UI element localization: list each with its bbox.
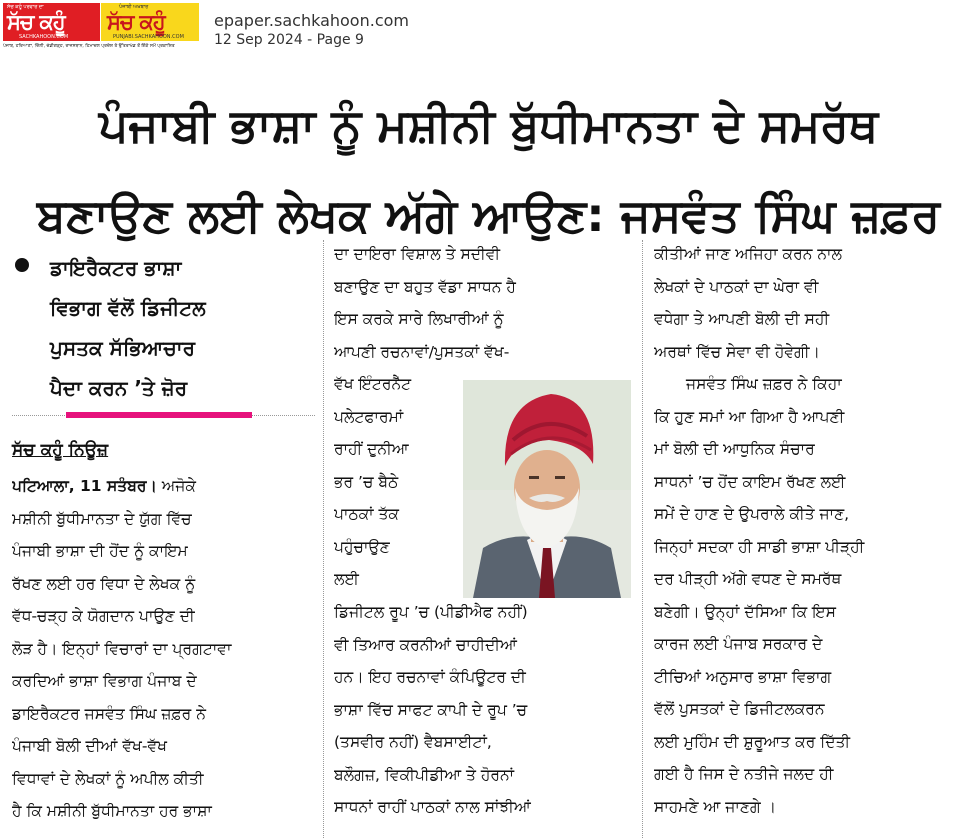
punjabi-sachkahoon-logo bbox=[101, 3, 199, 41]
highlight-line: ਪੁਸਤਕ ਸੱਭਿਆਚਾਰ bbox=[50, 336, 196, 360]
source-date: 12 Sep 2024 - Page 9 bbox=[214, 32, 364, 48]
column-divider bbox=[642, 240, 643, 838]
text-line: ਦਰ ਪੀੜ੍ਹੀ ਅੱਗੇ ਵਧਣ ਦੇ ਸਮਰੱਥ bbox=[654, 570, 842, 588]
highlight-underline bbox=[66, 412, 252, 418]
text-fragment: ਅਜੋਕੇ bbox=[161, 477, 196, 495]
article-column-2-bottom bbox=[334, 596, 634, 824]
article-highlight bbox=[50, 248, 320, 408]
text-line: ਆਪਣੀ ਰਚਨਾਵਾਂ/ਪੁਸਤਕਾਂ ਵੱਖ- bbox=[334, 342, 510, 361]
text-line: ਸਾਧਨਾਂ ਰਾਹੀਂ ਪਾਠਕਾਂ ਨਾਲ ਸਾਂਝੀਆਂ bbox=[334, 798, 531, 816]
column-divider bbox=[323, 240, 324, 838]
logo-tagline: ਸੱਚ ਕਹੂੰ ਪਰਵਾਰ ਦਾ bbox=[7, 4, 44, 10]
logo-subline: ਪੰਜਾਬ, ਹਰਿਆਣਾ, ਦਿੱਲੀ, ਚੰਡੀਗੜ੍ਹ, ਰਾਜਸਥਾਨ, ਹਿਮਾਚਲ ਪ੍ਰਦੇਸ਼ ਤੇ ਉੱਤਰਾਖੰਡ ਤੋਂ ਇੱਕੋ ਸਮੇਂ ਪ੍ਰਕਾਸ਼ਿਤ bbox=[3, 44, 175, 49]
portrait-image bbox=[463, 380, 631, 598]
logo-name: ਸੱਚ ਕਹੂੰ bbox=[7, 10, 65, 34]
text-line: ਲਈ bbox=[334, 570, 359, 588]
bullet-icon bbox=[15, 258, 29, 272]
text-line: ਕਰਦਿਆਂ ਭਾਸ਼ਾ ਵਿਭਾਗ ਪੰਜਾਬ ਦੇ bbox=[12, 672, 197, 690]
text-line: ਅਰਥਾਂ ਵਿੱਚ ਸੇਵਾ ਵੀ ਹੋਵੇਗੀ। bbox=[654, 342, 820, 361]
text-line: ਇਸ ਕਰਕੇ ਸਾਰੇ ਲਿਖਾਰੀਆਂ ਨੂੰ bbox=[334, 310, 504, 328]
text-line: ਗਈ ਹੈ ਜਿਸ ਦੇ ਨਤੀਜੇ ਜਲਦ ਹੀ bbox=[654, 765, 834, 783]
byline: ਸੱਚ ਕਹੂੰ ਨਿਊਜ਼ bbox=[12, 440, 109, 460]
text-line: ਲੇਖਕਾਂ ਦੇ ਪਾਠਕਾਂ ਦਾ ਘੇਰਾ ਵੀ bbox=[654, 277, 819, 296]
text-line: ਦਾ ਦਾਇਰਾ ਵਿਸ਼ਾਲ ਤੇ ਸਦੀਵੀ bbox=[334, 245, 501, 263]
text-line: ਮਸ਼ੀਨੀ ਬੁੱਧੀਮਾਨਤਾ ਦੇ ਯੁੱਗ ਵਿੱਚ bbox=[12, 509, 192, 528]
portrait-photo bbox=[463, 380, 631, 598]
logo-name: ਸੱਚ ਕਹੂੰ bbox=[107, 10, 165, 34]
text-line: ਪਲੇਟਫਾਰਮਾਂ bbox=[334, 407, 404, 426]
text-line: ਜਸਵੰਤ ਸਿੰਘ ਜ਼ਫ਼ਰ ਨੇ ਕਿਹਾ bbox=[686, 375, 842, 393]
article-column-1 bbox=[12, 470, 317, 828]
source-site[interactable]: epaper.sachkahoon.com bbox=[214, 11, 409, 30]
highlight-line: ਪੈਦਾ ਕਰਨ ’ਤੇ ਜ਼ੋਰ bbox=[50, 376, 188, 400]
text-line: ਵੱਖ ਇੰਟਰਨੈੱਟ bbox=[334, 375, 412, 393]
logo-site: PUNJABI.SACHKAHOON.COM bbox=[113, 34, 184, 40]
text-line: ਬਲੌਗਜ਼, ਵਿਕੀਪੀਡੀਆ ਤੇ ਹੋਰਨਾਂ bbox=[334, 765, 515, 784]
text-line: ਕਾਰਜ ਲਈ ਪੰਜਾਬ ਸਰਕਾਰ ਦੇ bbox=[654, 635, 823, 653]
logo-tagline: ਪੰਜਾਬੀ ਅਖ਼ਬਾਰ bbox=[119, 4, 149, 10]
headline-line-2: ਬਣਾਉਣ ਲਈ ਲੇਖਕ ਅੱਗੇ ਆਉਣ: ਜਸਵੰਤ ਸਿੰਘ ਜ਼ਫ਼ਰ bbox=[36, 188, 941, 242]
text-line: ਰਾਹੀਂ ਦੁਨੀਆ bbox=[334, 440, 409, 458]
text-line: ਕੀਤੀਆਂ ਜਾਣ ਅਜਿਹਾ ਕਰਨ ਨਾਲ bbox=[654, 245, 842, 263]
text-line: (ਤਸਵੀਰ ਨਹੀਂ) ਵੈਬਸਾਈਟਾਂ, bbox=[334, 733, 492, 751]
text-line: ਪੰਜਾਬੀ ਬੋਲੀ ਦੀਆਂ ਵੱਖ-ਵੱਖ bbox=[12, 737, 167, 755]
text-line: ਕਿ ਹੁਣ ਸਮਾਂ ਆ ਗਿਆ ਹੈ ਆਪਣੀ bbox=[654, 407, 845, 426]
text-line: ਸਾਧਨਾਂ ’ਚ ਹੋਂਦ ਕਾਇਮ ਰੱਖਣ ਲਈ bbox=[654, 472, 846, 491]
text-line: ਭਰ ’ਚ ਬੈਠੇ bbox=[334, 472, 399, 491]
text-line: ਵਿਧਾਵਾਂ ਦੇ ਲੇਖਕਾਂ ਨੂੰ ਅਪੀਲ ਕੀਤੀ bbox=[12, 769, 204, 788]
text-line: ਰੱਖਣ ਲਈ ਹਰ ਵਿਧਾ ਦੇ ਲੇਖਕ ਨੂੰ bbox=[12, 574, 196, 593]
text-line: ਪਹੁੰਚਾਉਣ bbox=[334, 537, 390, 556]
article-column-2-wrap bbox=[334, 368, 460, 596]
dateline: ਪਟਿਆਲਾ, 11 ਸਤੰਬਰ। bbox=[12, 477, 157, 495]
text-line: ਲਈ ਮੁਹਿੰਮ ਦੀ ਸ਼ੁਰੂਆਤ ਕਰ ਦਿੱਤੀ bbox=[654, 732, 851, 751]
highlight-line: ਵਿਭਾਗ ਵੱਲੋਂ ਡਿਜੀਟਲ bbox=[50, 296, 206, 320]
text-line: ਭਾਸ਼ਾ ਵਿੱਚ ਸਾਫਟ ਕਾਪੀ ਦੇ ਰੂਪ ’ਚ bbox=[334, 700, 528, 719]
article-headline bbox=[0, 80, 977, 260]
logo-site: SACHKAHOON.COM bbox=[19, 34, 69, 40]
article-column-3 bbox=[654, 238, 964, 823]
text-line: ਹੈ ਕਿ ਮਸ਼ੀਨੀ ਬੁੱਧੀਮਾਨਤਾ ਹਰ ਭਾਸ਼ਾ bbox=[12, 802, 212, 820]
text-line: ਬਣਾਉਣ ਦਾ ਬਹੁਤ ਵੱਡਾ ਸਾਧਨ ਹੈ bbox=[334, 277, 516, 296]
text-line: ਵੱਲੋਂ ਪੁਸਤਕਾਂ ਦੇ ਡਿਜੀਟਲਕਰਨ bbox=[654, 700, 825, 718]
text-line: ਜਿਨ੍ਹਾਂ ਸਦਕਾ ਹੀ ਸਾਡੀ ਭਾਸ਼ਾ ਪੀੜ੍ਹੀ bbox=[654, 537, 865, 556]
text-line: ਲੋੜ ਹੈ। ਇਨ੍ਹਾਂ ਵਿਚਾਰਾਂ ਦਾ ਪ੍ਰਗਟਾਵਾ bbox=[12, 639, 232, 658]
highlight-line: ਡਾਇਰੈਕਟਰ ਭਾਸ਼ਾ bbox=[50, 256, 182, 280]
text-line: ਬਣੇਗੀ। ਉਨ੍ਹਾਂ ਦੱਸਿਆ ਕਿ ਇਸ bbox=[654, 602, 836, 621]
text-line: ਵੱਧ-ਚੜ੍ਹ ਕੇ ਯੋਗਦਾਨ ਪਾਉਣ ਦੀ bbox=[12, 607, 195, 625]
sachkahoon-logo bbox=[3, 3, 100, 41]
text-line: ਸਾਹਮਣੇ ਆ ਜਾਣਗੇ । bbox=[654, 797, 777, 816]
text-line bbox=[12, 470, 317, 503]
text-line: ਪੰਜਾਬੀ ਭਾਸ਼ਾ ਦੀ ਹੋਂਦ ਨੂੰ ਕਾਇਮ bbox=[12, 542, 188, 560]
masthead-logo[interactable] bbox=[0, 0, 203, 52]
text-line: ਮਾਂ ਬੋਲੀ ਦੀ ਆਧੁਨਿਕ ਸੰਚਾਰ bbox=[654, 440, 815, 458]
text-line: ਟੀਚਿਆਂ ਅਨੁਸਾਰ ਭਾਸ਼ਾ ਵਿਭਾਗ bbox=[654, 667, 832, 686]
epaper-header bbox=[0, 0, 977, 52]
text-line: ਸਮੇਂ ਦੇ ਹਾਣ ਦੇ ਉਪਰਾਲੇ ਕੀਤੇ ਜਾਣ, bbox=[654, 505, 850, 523]
text-line: ਵੀ ਤਿਆਰ ਕਰਨੀਆਂ ਚਾਹੀਦੀਆਂ bbox=[334, 635, 517, 654]
text-line: ਵਧੇਗਾ ਤੇ ਆਪਣੀ ਬੋਲੀ ਦੀ ਸਹੀ bbox=[654, 310, 830, 328]
text-line: ਡਿਜੀਟਲ ਰੂਪ ’ਚ (ਪੀਡੀਐਫ ਨਹੀਂ) bbox=[334, 603, 528, 621]
text-line: ਪਾਠਕਾਂ ਤੱਕ bbox=[334, 505, 399, 523]
text-line: ਹਨ। ਇਹ ਰਚਨਾਵਾਂ ਕੰਪਿਊਟਰ ਦੀ bbox=[334, 668, 526, 686]
text-line: ਡਾਇਰੈਕਟਰ ਜਸਵੰਤ ਸਿੰਘ ਜ਼ਫ਼ਰ ਨੇ bbox=[12, 704, 206, 723]
article-column-2-top bbox=[334, 238, 634, 368]
headline-line-1: ਪੰਜਾਬੀ ਭਾਸ਼ਾ ਨੂੰ ਮਸ਼ੀਨੀ ਬੁੱਧੀਮਾਨਤਾ ਦੇ ਸਮਰੱਥ bbox=[98, 98, 879, 152]
